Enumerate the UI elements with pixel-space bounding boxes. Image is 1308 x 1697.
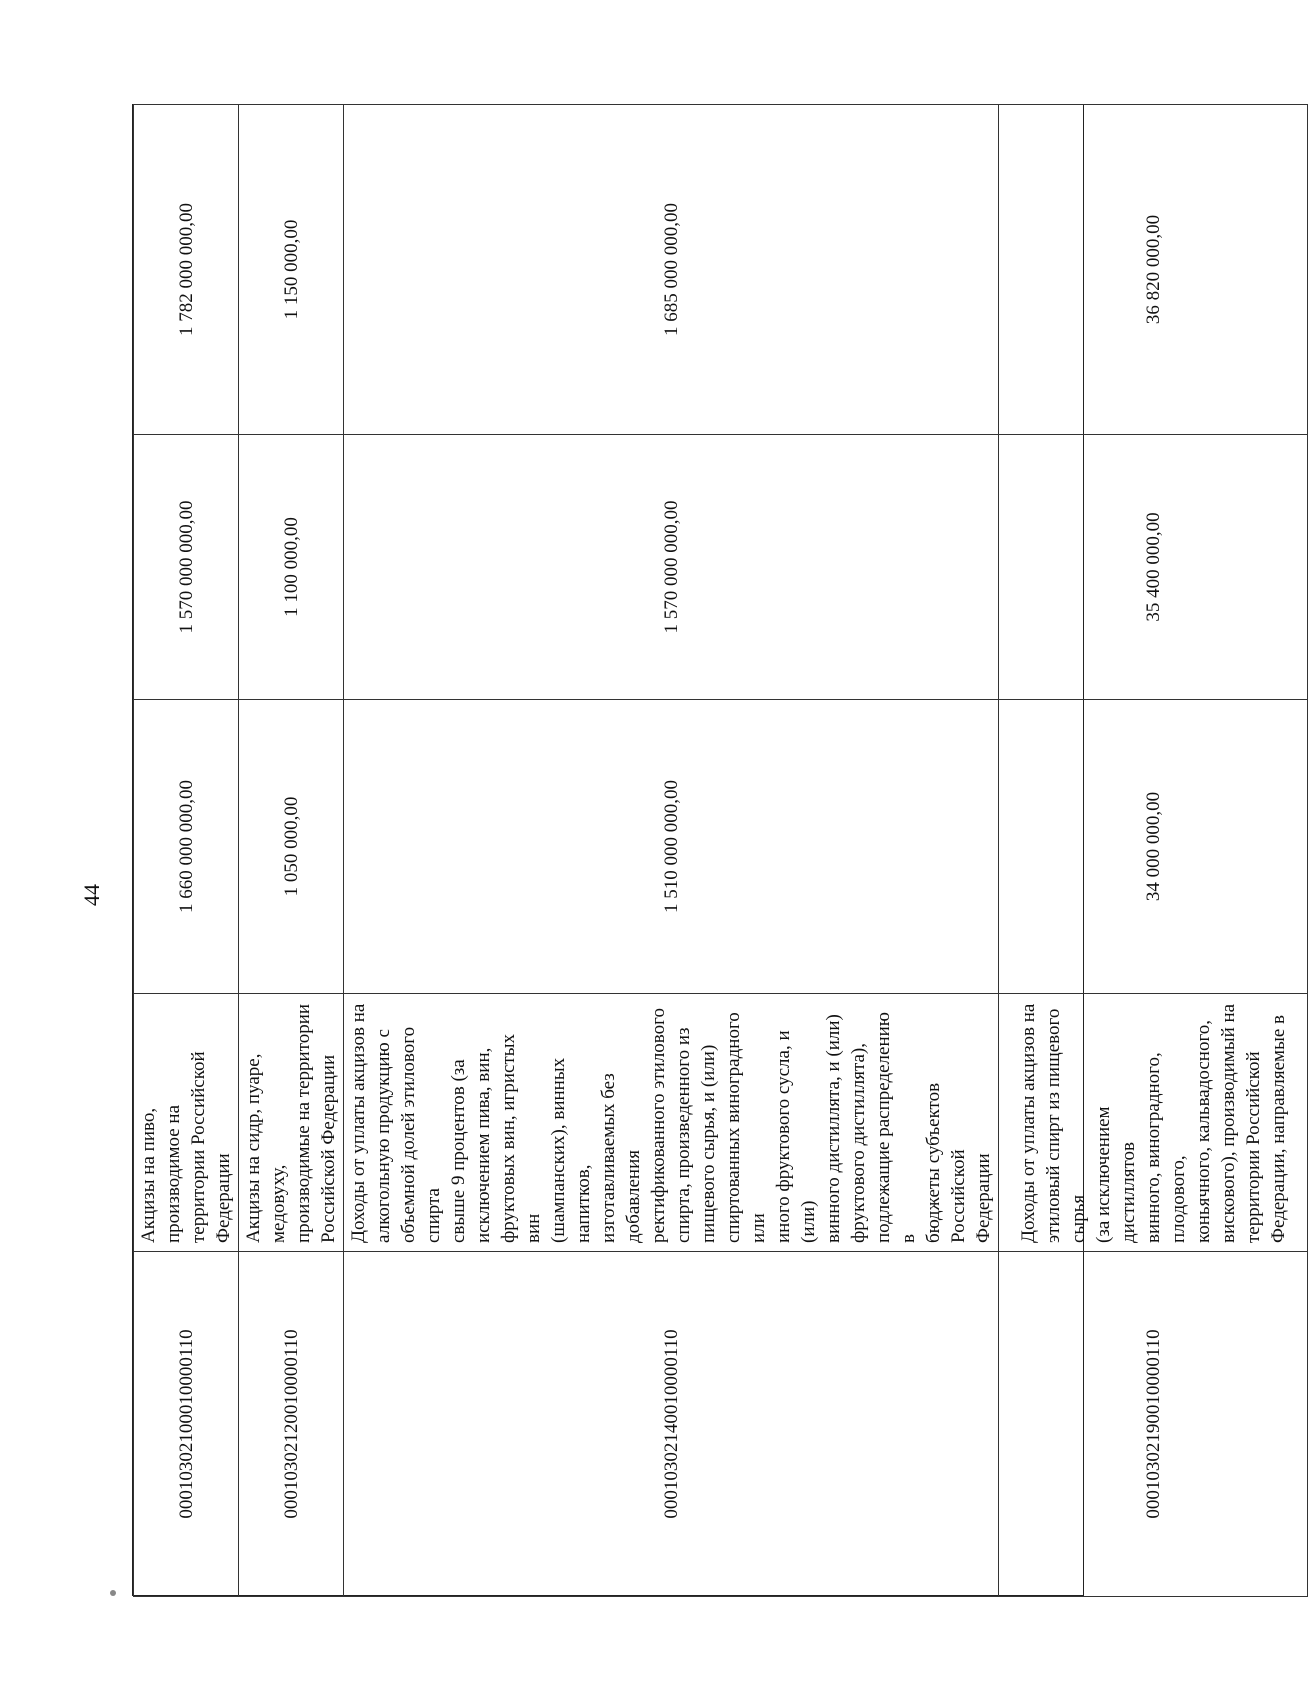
budget-code-cell: 00010302140010000110 <box>344 1252 999 1597</box>
description-cell: Доходы от уплаты акцизов на алкогольную продукцию с объемной долей этилового спирта свыше 9 процентов (за исключением пива, вин, фруктовых вин, игристых вин (шампанских), винных напитков, изготавливаемых без добавления ректификованного этилового спирта, произведенного из пищевого сырья, и (или) спиртованных виноградного или иного фруктового сусла, и (или) винного дистиллята, и (или) фруктового дистиллята), подлежащие распределению в бюджеты субъектов Российской Федерации <box>344 994 999 1252</box>
description-cell: Акцизы на пиво, производимое на территории Российской Федерации <box>134 994 239 1252</box>
value-year1-cell: 1 510 000 000,00 <box>344 700 999 994</box>
value-year3-cell: 36 820 000,00 <box>999 105 1308 435</box>
table-row <box>999 105 1308 1597</box>
rotated-table-container <box>133 105 1289 1597</box>
scan-speck <box>110 1590 116 1596</box>
value-year2-cell: 1 570 000 000,00 <box>344 435 999 700</box>
table-row <box>134 105 239 1597</box>
budget-code-cell: 00010302100010000110 <box>134 1252 239 1597</box>
budget-code-cell: 00010302190010000110 <box>999 1252 1308 1597</box>
value-year1-cell: 34 000 000,00 <box>999 700 1308 994</box>
page-number: 44 <box>79 884 104 906</box>
description-cell: Акцизы на сидр, пуаре, медовуху, производимые на территории Российской Федерации <box>239 994 344 1252</box>
table-row <box>344 105 999 1597</box>
revenue-table <box>133 104 1308 1597</box>
revenue-table-frame <box>132 104 1289 1596</box>
value-year2-cell: 1 100 000,00 <box>239 435 344 700</box>
value-year3-cell: 1 782 000 000,00 <box>134 105 239 435</box>
description-cell: Доходы от уплаты акцизов на этиловый спирт из пищевого сырья (за исключением дистиллятов винного, виноградного, плодового, коньячного, кальвадосного, вискового), производимый на территории Российской Федерации, направляемые в <box>999 994 1308 1252</box>
value-year2-cell: 35 400 000,00 <box>999 435 1308 700</box>
value-year1-cell: 1 050 000,00 <box>239 700 344 994</box>
table-row <box>239 105 344 1597</box>
value-year1-cell: 1 660 000 000,00 <box>134 700 239 994</box>
value-year3-cell: 1 150 000,00 <box>239 105 344 435</box>
budget-code-cell: 00010302120010000110 <box>239 1252 344 1597</box>
value-year2-cell: 1 570 000 000,00 <box>134 435 239 700</box>
value-year3-cell: 1 685 000 000,00 <box>344 105 999 435</box>
